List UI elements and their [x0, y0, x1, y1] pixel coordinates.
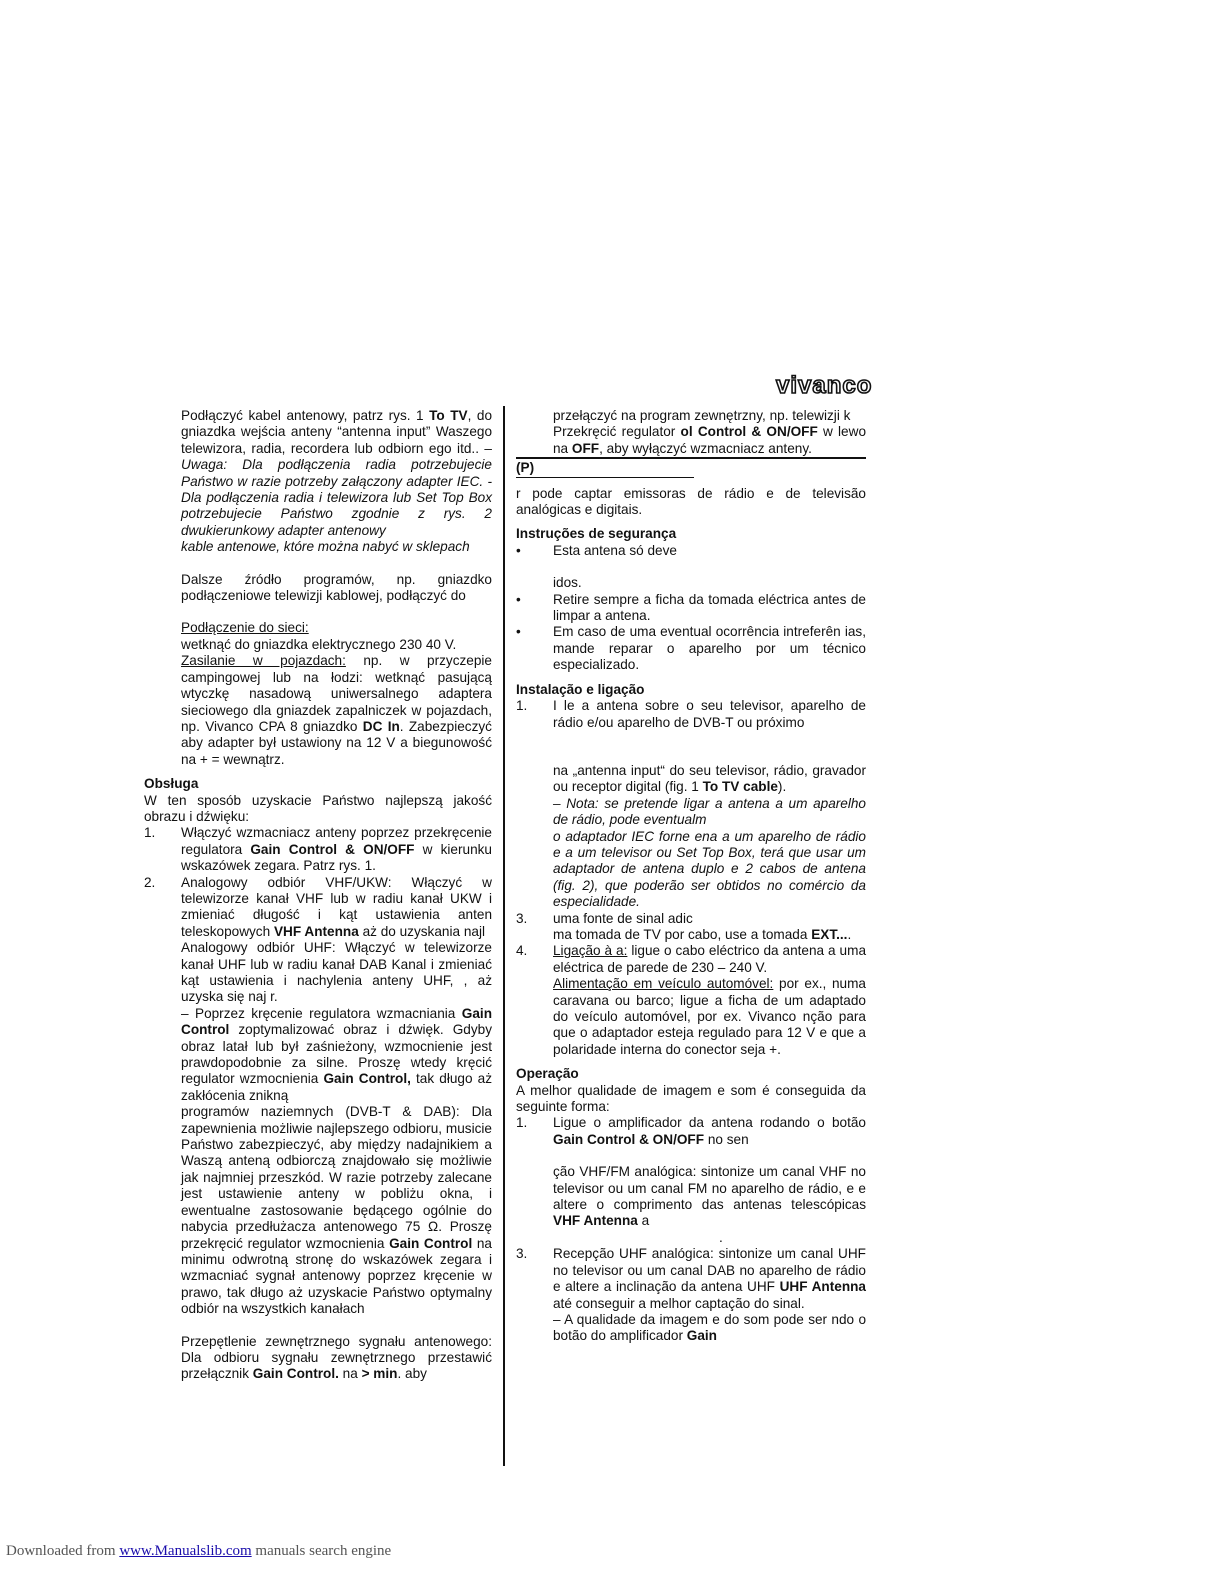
gain-paragraph: – Poprzez kręcenie regulatora wzmacniania Gain Control zoptymalizować obraz i dźwięk. Gdyby obraz latał lub był zaśnieżony, wzmocnienie jest prawdopodobnie za silne. Proszę wtedy kręcić regulator wzmocnienia Gain Control, tak długo aż zakłócenia znikną — [181, 1005, 493, 1103]
list-item: 3. Recepção UHF analógica: sintonize um canal UHF no televisor ou um canal DAB no aparelho de rádio e altere a inclinação da antena UHF UHF Antenna até conseguir a melhor captação do sinal. — [516, 1246, 866, 1311]
operation-intro: A melhor qualidade de imagem e som é conseguida da seguinte forma: — [516, 1082, 866, 1115]
vehicle-paragraph-pt: Alimentação em veículo automóvel: por ex., numa caravana ou barco; ligue a ficha de um adaptado do veículo automóvel, por ex. Vivanco nção para que o adaptador esteja regulado para 12 V e que a polaridade interna do conector seja +. — [553, 976, 866, 1057]
manualslib-link[interactable]: www.Manualslib.com — [119, 1543, 252, 1559]
safety1-cont: idos. — [553, 575, 582, 591]
connect-paragraph: Podłączyć kabel antenowy, patrz rys. 1 To TV, do gniazdka wejścia anteny “antenna input” Waszego telewizora, radia, recordera lub odbiorn ego itd.. – Uwaga: Dla podłączenia radia potrzebujecie Państwo w razie potrzeby załączony adapter IEC. - Dla podłączenia radia i telewizora lub Set Top Box potrzebujecie Państwo zgodnie z rys. 2 dwukierunkowy adapter antenowy — [181, 408, 493, 538]
list-item: 2. Analogowy odbiór VHF/UKW: Włączyć w telewizorze kanał VHF lub w radiu kanał UKW i zmieniać długość i kąt ustawienia anten teleskopowych VHF Antenna aż do uzyskania najl — [144, 874, 492, 939]
install-note: – Nota: se pretende ligar a antena a um aparelho de rádio, pode eventualm — [553, 795, 866, 828]
install-note-cont: o adaptador IEC forne ena a um aparelho de rádio e a um televisor ou Set Top Box, terá que usar um adaptador de antena duplo e 2 cabos de antena (fig. 2), que poderão ser obtidos no comércio da especialidade. — [553, 828, 866, 910]
section-title-obsluga: Obsługa — [144, 776, 199, 792]
quality-paragraph-pt: – A qualidade da imagem e do som pode ser ndo o botão do amplificador Gain — [553, 1311, 866, 1344]
list-item: • Esta antena só deve — [516, 542, 677, 558]
dvb-paragraph: programów naziemnych (DVB-T & DAB): Dla zapewnienia możliwie najlepszego odbioru, musicie Państwo zabezpieczyć, aby między nadajnikiem a Waszą anteną odbiorczą znajdowało się możliwie jak najmniej przeszkód. W razie potrzeby zalecane jest ustawienie anteny w pobliżu okna, i ewentualne zastosowanie będącego ogólnie do nabycia przedłużacza antenowego 75 Ω. Proszę przekręcić regulator wzmocnienia Gain Control na minimu odwrotną stronę do wskazówek zegara i wzmacniać sygnał antenowy poprzez kręcenie w prawo, tak długo aż uzyskacie Państwo optymalny odbiór na wszystkich kanałach — [181, 1104, 492, 1317]
mains-text: wetknąć do gniazdka elektrycznego 230 40 V. — [181, 636, 457, 652]
brand-logo: vivanco — [776, 372, 873, 399]
external-program-text: przełączyć na program zewnętrzny, np. telewizji k — [553, 408, 851, 423]
vhf-paragraph-pt: ção VHF/FM analógica: sintonize um canal VHF no televisor ou um canal FM no aparelho de rádio, e e altere o comprimento das antenas telescópicas VHF Antenna a . — [553, 1164, 866, 1245]
right-column — [516, 408, 866, 1345]
obsluga-intro: W ten sposób uzyskacie Państwo najlepszą jakość obrazu i dźwięku: — [144, 792, 492, 824]
list-item: 3. uma fonte de sinal adic ma tomada de TV por cabo, use a tomada EXT.... — [516, 910, 852, 942]
uhf-paragraph: Analogowy odbiór UHF: Włączyć w telewizorze kanał UHF lub w radiu kanał DAB Kanal i zmieniać kąt ustawienia i nachylenia anteny UHF, , aż uzyska się naj r. — [181, 940, 492, 1005]
list-item: 1. Włączyć wzmacniacz anteny poprzez przekręcenie regulatora Gain Control & ON/OFF w kierunku wskazówek zegara. Patrz rys. 1. — [144, 825, 492, 874]
install-connect: na „antenna input“ do seu televisor, rádio, gravador ou receptor digital (fig. 1 To TV cable). — [553, 762, 866, 795]
p-intro: r pode captar emissoras de rádio e de televisão analógicas e digitais. — [516, 485, 866, 518]
loop-paragraph: Przepętlenie zewnętrznego sygnału antenowego: Dla odbioru sygnału zewnętrznego przestawić przełącznik Gain Control. na > min. aby — [181, 1333, 492, 1382]
language-heading-portuguese: (P) — [516, 457, 866, 477]
column-divider — [503, 406, 505, 1466]
off-paragraph: Przekręcić regulator ol Control & ON/OFF w lewo na OFF, aby wyłączyć wzmacniacz anteny. — [553, 424, 866, 456]
list-item: 4. Ligação à a: ligue o cabo eléctrico da antena a uma eléctrica de parede de 230 – 240 V. — [516, 943, 866, 975]
bullet-icon: • — [516, 591, 521, 607]
source-paragraph: Dalsze źródło programów, np. gniazdko podłączeniowe telewizji kablowej, podłączyć do — [181, 571, 492, 604]
mains-label: Podłączenie do sieci: — [181, 620, 309, 636]
cables-note: kable antenowe, które można nabyć w sklepach — [181, 539, 470, 555]
list-item: 1. Ligue o amplificador da antena rodando o botão Gain Control & ON/OFF no sen — [516, 1115, 866, 1147]
left-column — [144, 408, 492, 1383]
vehicle-paragraph: Zasilanie w pojazdach: np. w przyczepie campingowej lub na łodzi: wetknąć pasującą wtyczkę nasadową uniwersalnego adaptera sieciowego dla gniazdek zapalniczek w pojazdach, np. Vivanco CPA 8 gniazdko DC In. Zabezpieczyć aby adapter był ustawiony na 12 V a biegunowość na + = wewnątrz. — [181, 653, 492, 767]
bullet-icon: • — [516, 542, 521, 558]
download-footer: Downloaded from www.Manualslib.com manuals search engine — [6, 1543, 392, 1559]
list-item: • Retire sempre a ficha da tomada eléctrica antes de limpar a antena. — [516, 591, 866, 624]
list-item: 1. I le a antena sobre o seu televisor, aparelho de rádio e/ou aparelho de DVB-T ou próximo — [516, 698, 866, 730]
bullet-icon: • — [516, 624, 521, 640]
section-title-operation: Operação — [516, 1066, 579, 1082]
section-title-install: Instalação e ligação — [516, 681, 645, 697]
list-item: • Em caso de uma eventual ocorrência intreferên ias, mande reparar o aparelho por um técnico especializado. — [516, 624, 866, 673]
section-title-safety: Instruções de segurança — [516, 526, 677, 542]
